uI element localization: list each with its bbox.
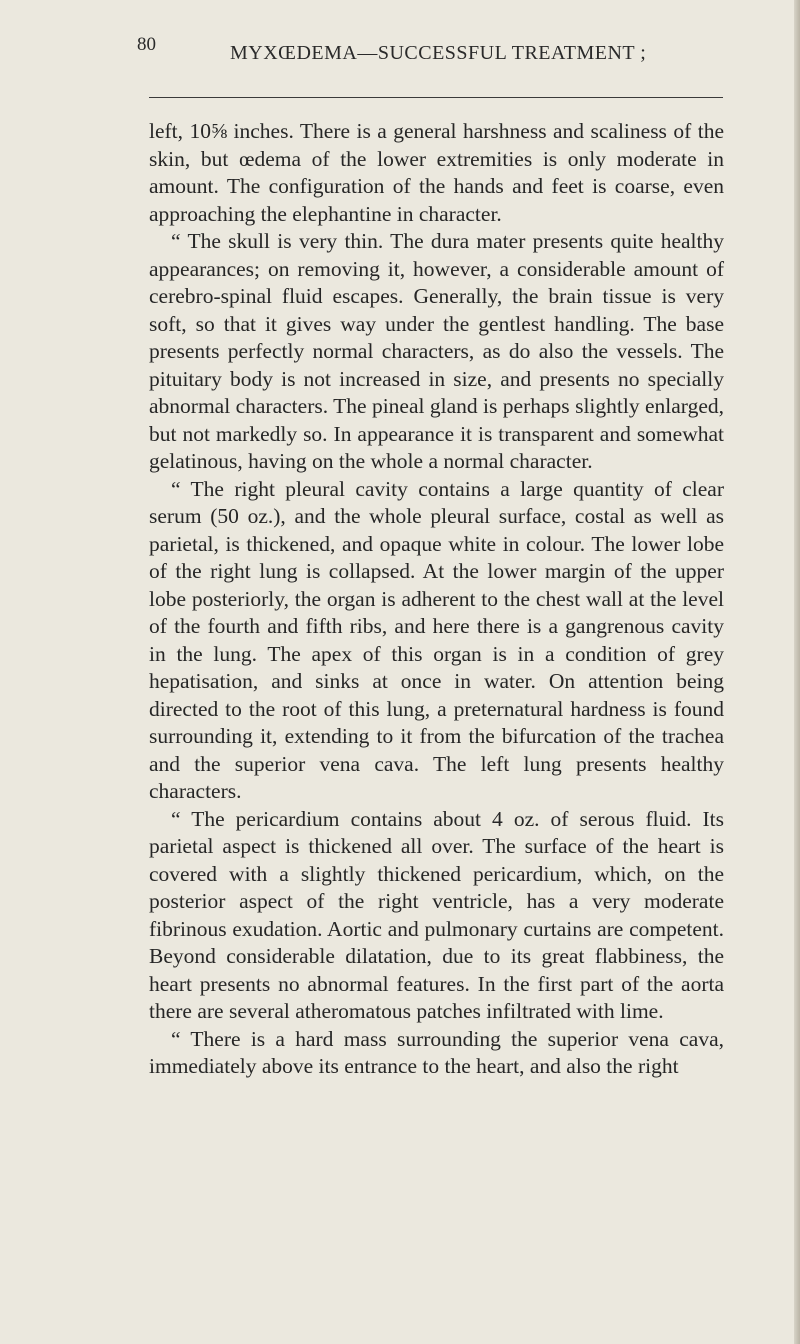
running-head: MYXŒDEMA—SUCCESSFUL TREATMENT ; (230, 42, 647, 64)
paragraph: “ The pericardium contains about 4 oz. of serous fluid. Its parietal aspect is thickened all over. The surface of the heart is covered with a slightly thickened pericardium, which, on the posterior aspect of the right ventricle, has a very moderate fibrinous exudation. Aortic and pulmonary curtains are competent. Beyond considerable dilatation, due to its great flabbiness, the heart presents no abnormal features. In the first part of the aorta there are several atheromatous patches infiltrated with lime. (149, 806, 724, 1023)
paragraph: “ The skull is very thin. The dura mater presents quite healthy appearances; on removing it, however, a considerable amount of cerebro-spinal fluid escapes. Generally, the brain tissue is very soft, so that it gives way under the gentlest handling. The base presents perfectly normal characters, as do also the vessels. The pituitary body is not increased in size, and presents no specially abnormal characters. The pineal gland is perhaps slightly enlarged, but not markedly so. In appearance it is transparent and somewhat gelatinous, having on the whole a normal character. (149, 229, 724, 473)
paragraph: left, 10⅝ inches. There is a general harshness and scaliness of the skin, but œdema of the lower extremities is only moderate in amount. The configuration of the hands and feet is coarse, even approaching the elephantine in character. (149, 119, 724, 226)
page-number: 80 (137, 34, 156, 55)
header-rule (149, 97, 723, 98)
body-text (149, 118, 724, 1081)
paragraph: “ The right pleural cavity contains a large quantity of clear serum (50 oz.), and the whole pleural surface, costal as well as parietal, is thickened, and opaque white in colour. The lower lobe of the right lung is collapsed. At the lower margin of the upper lobe posteriorly, the organ is adherent to the chest wall at the level of the fourth and fifth ribs, and here there is a gangrenous cavity in the lung. The apex of this organ is in a condition of grey hepatisation, and sinks at once in water. On attention being directed to the root of this lung, a preternatural hardness is found surrounding it, extending to it from the bifurcation of the trachea and the superior vena cava. The left lung presents healthy characters. (149, 476, 724, 803)
page-edge (794, 0, 800, 1344)
paragraph: “ There is a hard mass surrounding the superior vena cava, immediately above its entrance to the heart, and also the right (149, 1026, 724, 1078)
page-header (0, 34, 800, 74)
